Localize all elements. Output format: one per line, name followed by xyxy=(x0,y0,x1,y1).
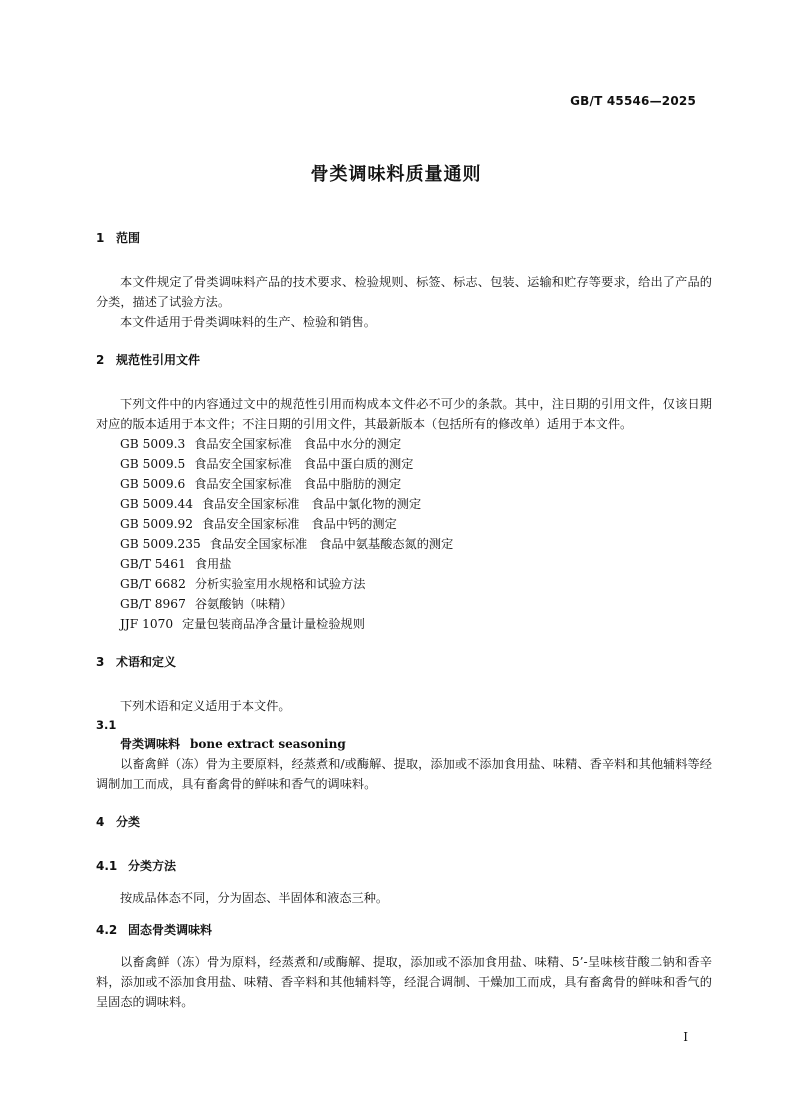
reference-title: 食品安全国家标准 xyxy=(194,477,292,491)
document-body xyxy=(96,228,712,1012)
reference-code: GB/T 8967 xyxy=(120,597,186,611)
term-chinese: 骨类调味料 xyxy=(120,737,181,751)
subsection-title: 分类方法 xyxy=(128,859,177,873)
document-title: 骨类调味料质量通则 xyxy=(310,164,482,185)
terms-intro: 下列术语和定义适用于本文件。 xyxy=(120,699,291,713)
section-title: 分类 xyxy=(116,815,141,829)
section-number: 3 xyxy=(96,655,105,669)
reference-code: GB/T 5461 xyxy=(120,557,186,571)
reference-code: JJF 1070 xyxy=(120,617,174,631)
reference-subtitle: 食品中钙的测定 xyxy=(311,517,397,531)
classification-method-text: 按成品体态不同，分为固态、半固体和液态三种。 xyxy=(120,891,389,905)
reference-subtitle: 食品中氨基酸态氮的测定 xyxy=(319,537,454,551)
reference-title: 食用盐 xyxy=(194,557,232,571)
page-number: I xyxy=(683,1030,688,1044)
section-heading-scope xyxy=(96,228,712,248)
reference-item xyxy=(96,454,712,474)
reference-item xyxy=(96,434,712,454)
term-english: bone extract seasoning xyxy=(190,737,346,751)
reference-code: GB 5009.6 xyxy=(120,477,186,491)
reference-subtitle: 食品中脂肪的测定 xyxy=(303,477,402,491)
subsection-heading-method xyxy=(96,856,712,876)
section-title: 规范性引用文件 xyxy=(116,353,201,367)
subsection-number: 4.1 xyxy=(96,859,118,873)
section-number: 4 xyxy=(96,815,105,829)
reference-code: GB 5009.235 xyxy=(120,537,201,551)
reference-item xyxy=(96,494,712,514)
section-heading-classification xyxy=(96,812,712,832)
section-number: 1 xyxy=(96,231,105,245)
reference-subtitle: 食品中水分的测定 xyxy=(303,437,402,451)
section-number: 2 xyxy=(96,353,105,367)
reference-title: 分析实验室用水规格和试验方法 xyxy=(194,577,366,591)
scope-paragraph-1: 本文件规定了骨类调味料产品的技术要求、检验规则、标签、标志、包装、运输和贮存等要求，给出了产品的分类，描述了试验方法。 xyxy=(96,275,712,309)
term-entry xyxy=(96,734,712,754)
reference-item xyxy=(96,514,712,534)
reference-title: 食品安全国家标准 xyxy=(194,437,292,451)
reference-title: 食品安全国家标准 xyxy=(201,497,300,511)
reference-item xyxy=(96,574,712,594)
reference-subtitle: 食品中蛋白质的测定 xyxy=(303,457,414,471)
reference-item xyxy=(96,534,712,554)
scope-paragraph-2: 本文件适用于骨类调味料的生产、检验和销售。 xyxy=(120,315,376,329)
reference-subtitle: 食品中氯化物的测定 xyxy=(311,497,422,511)
subsection-heading-solid xyxy=(96,920,712,940)
reference-code: GB 5009.5 xyxy=(120,457,186,471)
term-definition: 以畜禽鲜（冻）骨为主要原料，经蒸煮和/或酶解、提取，添加或不添加食用盐、味精、香辛料和其他辅料等经调制加工而成，具有畜禽骨的鲜味和香气的调味料。 xyxy=(96,757,712,791)
section-heading-terms xyxy=(96,652,712,672)
subsection-title: 固态骨类调味料 xyxy=(128,923,213,937)
reference-title: 定量包装商品净含量计量检验规则 xyxy=(182,617,365,631)
section-title: 范围 xyxy=(116,231,141,245)
section-title: 术语和定义 xyxy=(116,655,177,669)
reference-title: 食品安全国家标准 xyxy=(194,457,292,471)
reference-item xyxy=(96,554,712,574)
subsection-number: 4.2 xyxy=(96,923,118,937)
reference-code: GB 5009.3 xyxy=(120,437,186,451)
reference-item xyxy=(96,474,712,494)
reference-code: GB 5009.44 xyxy=(120,497,193,511)
standard-code: GB/T 45546—2025 xyxy=(570,94,696,108)
references-intro: 下列文件中的内容通过文中的规范性引用而构成本文件必不可少的条款。其中，注日期的引用文件，仅该日期对应的版本适用于本文件；不注日期的引用文件，其最新版本（包括所有的修改单）适用于本文件。 xyxy=(96,397,712,431)
reference-title: 食品安全国家标准 xyxy=(201,517,300,531)
section-heading-normative-references xyxy=(96,350,712,370)
term-number: 3.1 xyxy=(96,718,117,732)
reference-list xyxy=(96,434,712,634)
reference-code: GB 5009.92 xyxy=(120,517,193,531)
reference-title: 食品安全国家标准 xyxy=(209,537,308,551)
reference-item xyxy=(96,594,712,614)
solid-seasoning-text: 以畜禽鲜（冻）骨为原料，经蒸煮和/或酶解、提取，添加或不添加食用盐、味精、5’-呈味核苷酸二钠和香辛料，添加或不添加食用盐、味精、香辛料和其他辅料等，经混合调制、干燥加工而成，具有畜禽骨的鲜味和香气的呈固态的调味料。 xyxy=(96,955,712,1009)
reference-title: 谷氨酸钠（味精） xyxy=(194,597,293,611)
reference-item xyxy=(96,614,712,634)
reference-code: GB/T 6682 xyxy=(120,577,186,591)
